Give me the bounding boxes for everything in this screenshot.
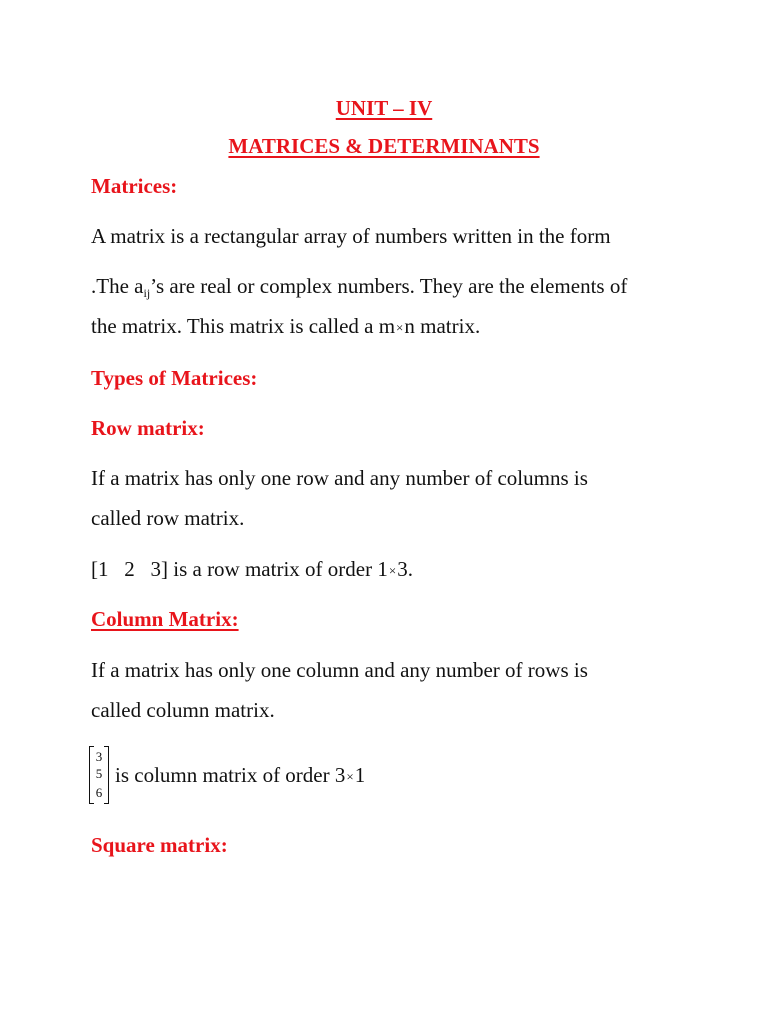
line3-suffix: n matrix. (404, 314, 481, 338)
column-example-prefix: is column matrix of order 3 (115, 763, 346, 787)
times-symbol: × (346, 769, 354, 784)
line2-suffix: ’s are real or complex numbers. They are the elements of (150, 274, 628, 298)
times-symbol: × (396, 320, 404, 335)
row-example-prefix: [1 2 3] is a row matrix of order 1 (91, 557, 388, 581)
matrix-definition-line-1: A matrix is a rectangular array of numbers written in the form (91, 224, 611, 248)
row-matrix-line-1: If a matrix has only one row and any number of columns is (91, 466, 588, 490)
line2-prefix: .The a (91, 274, 144, 298)
column-matrix-example (89, 746, 109, 804)
matrix-cell: 5 (95, 766, 103, 781)
matrix-cell: 6 (95, 785, 103, 800)
row-matrix-example (91, 557, 413, 584)
column-example-suffix: 1 (354, 763, 366, 787)
row-matrix-line-2: called row matrix. (91, 506, 245, 530)
matrix-cell: 3 (95, 749, 103, 764)
matrices-heading: Matrices: (91, 174, 178, 198)
line3-prefix: the matrix. This matrix is called a m (91, 314, 396, 338)
column-matrix-line-1: If a matrix has only one column and any number of rows is (91, 658, 588, 682)
chapter-title: MATRICES & DETERMINANTS (228, 134, 540, 158)
unit-title: UNIT – IV (335, 96, 433, 120)
column-matrix-example-text (115, 763, 365, 790)
column-matrix-heading: Column Matrix: (91, 607, 239, 631)
square-matrix-heading: Square matrix: (91, 833, 228, 857)
row-example-suffix: 3. (397, 557, 413, 581)
matrix-definition-line-3 (91, 314, 480, 341)
column-matrix-line-2: called column matrix. (91, 698, 275, 722)
types-heading: Types of Matrices: (91, 366, 258, 390)
matrix-definition-line-2 (91, 274, 627, 298)
times-symbol: × (388, 563, 397, 578)
row-matrix-heading: Row matrix: (91, 416, 205, 440)
aij-subscript: ij (143, 286, 151, 300)
